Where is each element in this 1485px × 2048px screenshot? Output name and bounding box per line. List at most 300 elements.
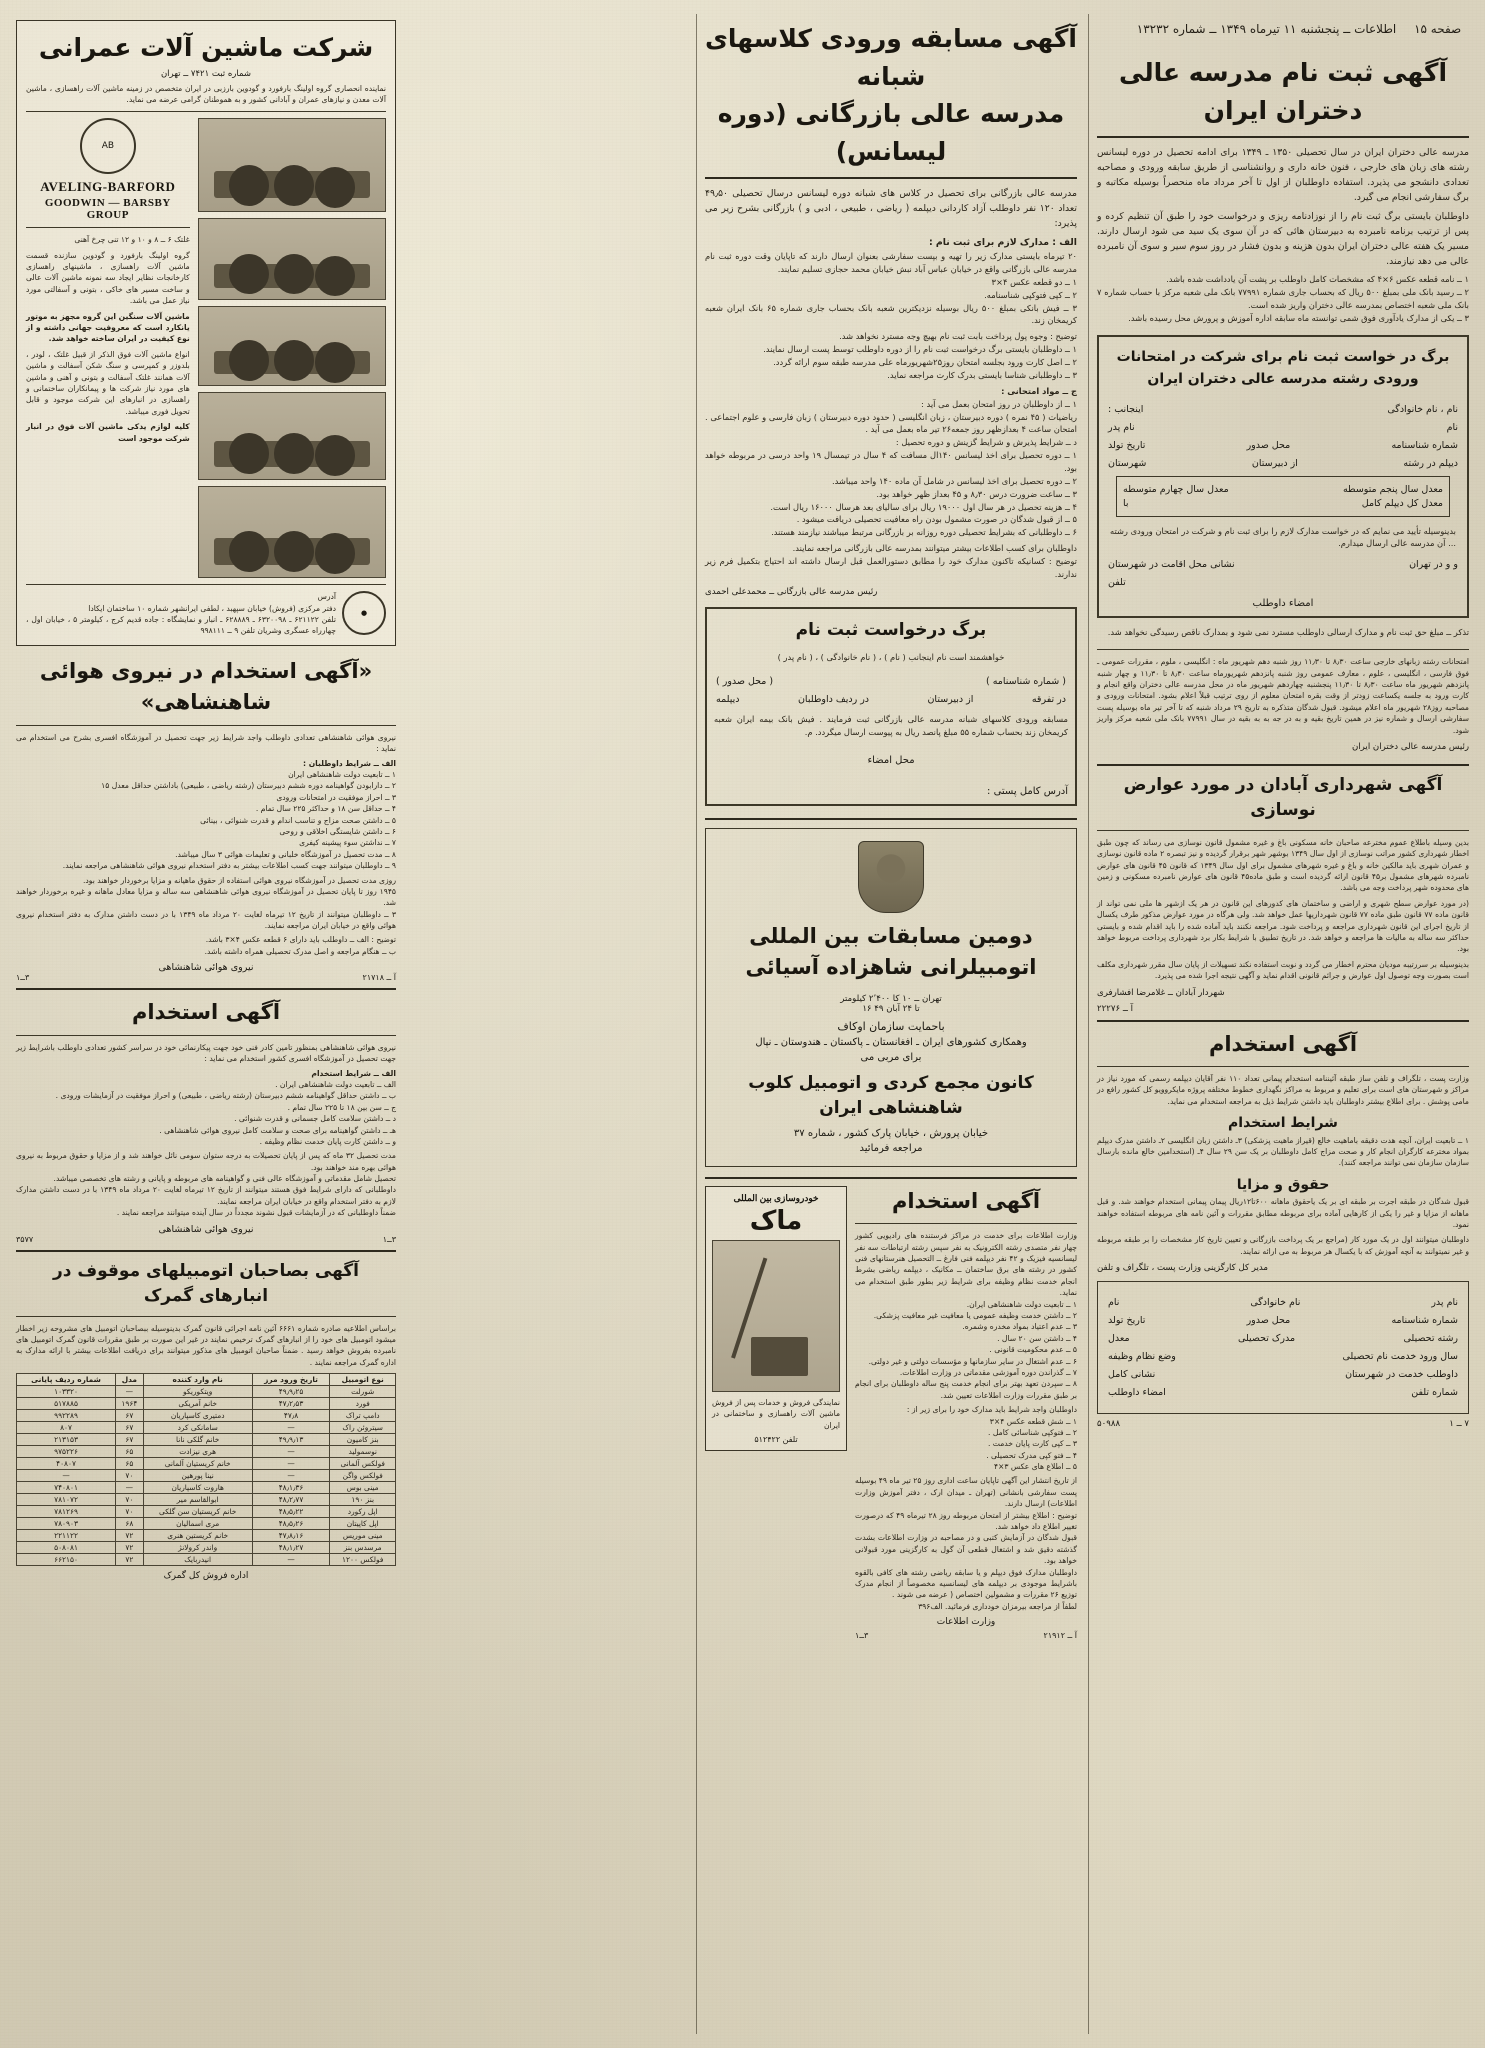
postal-address-label: آدرس کامل پستی : (987, 785, 1068, 797)
ad-code-3: ۳ــ۱ (382, 1234, 396, 1244)
page-header (1129, 22, 1469, 36)
ad-code-right: ۵۰۹۸۸ (1097, 1419, 1121, 1430)
rally-countries: وهمکاری کشورهای ایران ـ افغانستان ـ پاکستان ـ هندوستان ـ نپال (755, 1036, 1027, 1048)
ministry-item-5: ۶ ــ عدم اشتغال در سایر سازمانها و مؤسسات دولتی و غیر دولتی. (868, 1356, 1077, 1366)
ad-body-4: توضیح : اطلاع بیشتر از امتحان مربوطه روز ۲۸ تیرماه ۴۹ که درصورت تغییر اطلاع داد خواهد شد. (855, 1510, 1078, 1532)
af1-item-6: ۷ ــ نداشتن سوء پیشینه کیفری (299, 838, 396, 848)
table-cell: مرسدس بنز (330, 1542, 396, 1554)
table-cell: ۴۸٫۵٫۲۲ (252, 1506, 330, 1518)
field-issueplace-label: محل صدور (1246, 439, 1291, 451)
table-cell: فولکس ۱۲۰۰ (330, 1554, 396, 1566)
section-end-2: توضیح : کسانیکه تاکنون مدارک خود را مطابق دستورالعمل قبل ارسال داشته اند احتیاج بتکمیل فرم زیر ندارند. (705, 555, 1077, 579)
field-issueplace-label: محل صدور (1246, 1315, 1291, 1327)
col-model: مدل (116, 1374, 144, 1386)
table-cell: ۴۹٫۹٫۱۳ (252, 1434, 330, 1446)
col-importer: نام وارد کننده (143, 1374, 252, 1386)
brand-goodwin: GOODWIN — BARSBY GROUP (44, 197, 171, 222)
table-cell: — (116, 1386, 144, 1398)
section-c-item-2: د ــ شرایط پذیرش و شرایط گزینش و دوره تحصیل : (895, 437, 1077, 448)
table-cell: ۷۲ (116, 1542, 144, 1554)
table-cell: ۲۲۱۱۲۲ (17, 1530, 116, 1542)
table-cell: ۶۶۲۱۵۰ (17, 1554, 116, 1566)
col-entry-date: تاریخ ورود مرز (252, 1374, 330, 1386)
af1-item-0: ۱ ــ تابعیت دولت شاهنشاهی ایران (288, 770, 396, 780)
section-title: الف ــ شرایط استخدام (311, 1068, 396, 1078)
registration-form[interactable] (1097, 335, 1469, 619)
field-servicecity-label: داوطلب خدمت در شهرستان (1345, 1369, 1458, 1381)
rally-emblem-icon (858, 841, 924, 913)
signature-label: محل امضاء (867, 754, 915, 766)
table-cell: ۴۸٫۵٫۲۶ (252, 1518, 330, 1530)
form-row-name[interactable] (1108, 1297, 1458, 1308)
ad-title: آگهی استخدام (1208, 1031, 1358, 1056)
rally-cta[interactable]: مراجعه فرمائید (859, 1142, 923, 1154)
field-highschool-label: از دبیرستان (927, 694, 974, 706)
section-a-item-2: ۲ ــ کپی فتوکپی شناسنامه. (984, 289, 1077, 300)
signatory: وزارت اطلاعات (936, 1617, 996, 1628)
section-end: داوطلبان برای کسب اطلاعات بیشتر میتوانند بمدرسه عالی بازرگانی مراجعه نمایند. (792, 543, 1077, 554)
af2-item-3: د ــ داشتن سلامت کامل جسمانی و قدرت شنوائی . (234, 1114, 396, 1124)
customs-table (16, 1373, 396, 1566)
af1-item-3: ۴ ــ حداقل سن ۱۸ و حداکثر ۲۲۵ سال تمام . (255, 804, 396, 814)
ministry-doc-2: ۳ ــ کپی کارت پایان خدمت . (987, 1439, 1077, 1449)
table-row (17, 1386, 396, 1398)
ad-body: وزارت اطلاعات برای خدمت در مراکز فرستنده های رادیویی کشور چهار نفر متصدی رشته الکترونیک به نفر سپس رشته ارتباطات سه نفر لیسانسیه فیزیک و ۴۲ نفر دیپلمه فنی فارغ ــ التحصیل هنرستانهای فنی کشور در رشته های برق ساختمان ــ مکانیک ، دیپلمه ریاضی بشرط انجام خدمت نظام وظیفه برای شرایط زیر بطور طبق استخدام می نماید. (855, 1231, 1078, 1298)
table-cell: ۴۷٫۸٫۱۶ (252, 1530, 330, 1542)
table-row (17, 1458, 396, 1470)
table-cell: — (116, 1482, 144, 1494)
crane-illustration (712, 1240, 840, 1392)
af1-note-2: ب ــ هنگام مراجعه و اصل مدرک تحصیلی همراه داشته باشد. (204, 946, 396, 956)
ad-abadan-municipality (1097, 773, 1469, 1014)
ad-title-line1: آگهی مسابقه ورودی کلاسهای شبانه (705, 24, 1077, 91)
ad-asian-rally (705, 828, 1077, 1167)
conditions-title: شرایط استخدام (1228, 1115, 1338, 1132)
table-cell: ۴۸٫۱٫۲۷ (252, 1542, 330, 1554)
section-b-item-2: ۳ ــ داوطلبانی شناسا بایستی بدرک کارت مراجعه نماید. (887, 369, 1077, 380)
exam-details: امتحانات رشته زبانهای خارجی ساعت ۸٫۳۰ تا ۱۱٫۳۰ روز شنبه دهم شهریور ماه : انگلیسی ، ملوم ، مقررات عمومی ـ فوق فارسی ، انگلیسی ، علوم ، معارف عمومی روز شنبه پانزدهم شهریورماه ساعت ۸٫۳۰ تا ۱۱٫۳۰ و چهار شنبه پانزدهم شهریور ماه ساعت ۸٫۳۰ تا ۱۱٫۳۰ پنجشنبه چهاردهم شهریور ماه در محل مدرسه عالی دختران واقع انجام و کارت ورود به جلسه یکساعت زودتر از وقت بقره امتحان معلوم از روی ترتیب قبلاً اعلام بشود. امتحانات ورودی و مصاحبه روز۲۸ شهریور ماه اعلام میشود. قبول شدگان متذکره به تاریخ ۲۹ مرداد شنبه که تا آخر تیر ماه بوسیله پست سفارشی ارسال و شماره نیز در همین تاریخ بقیه و به در جه به به بقیه در سال ۷۷۹۹۱ بانک ملی شعبه مرکز واریز شود. (1097, 657, 1470, 735)
field-gpa-label: معدل (1108, 1333, 1130, 1345)
table-cell: فولکس آلمانی (330, 1458, 396, 1470)
section-c-item-7: ۵ ــ از قبول شدگان در صورت مشمول بودن راه معافیت تحصیلی دریافت میشود . (796, 514, 1077, 525)
table-row (17, 1422, 396, 1434)
field-degree-label: مدرک تحصیلی (1237, 1333, 1296, 1345)
machine-caption-4: انواع ماشین آلات فوق الذکر از قبیل غلتک ، لودر ، بلدوزر و کمپرسی و سنگ شکن آسفالت و ماشین آلات همانند غلتک آسفالت و بتونی و آهنی و ماشین های مورد نیاز شرکت ها و پیمانکاران ساختمانی و راهسازی در انبارهای این شرکت موجود و قابل تحویل فوری میباشد. (26, 349, 190, 416)
ad-code-2: ۳ــ۱ (855, 1631, 869, 1641)
field-lastname-label: نام ، نام خانوادگی (1387, 403, 1458, 415)
ad-code-3: آ ــ ۲۱۷۱۸ (362, 973, 396, 983)
table-cell: ۲۱۳۱۵۳ (17, 1434, 116, 1446)
af2-body-2: مدت تحصیل ۳۲ ماه که پس از پایان تحصیلات به درجه ستوان سومی نائل خواهند شد و از مزایا و حقوق مربوط به نیروی هوائی بهره مند خواهند بود. (16, 1151, 396, 1172)
ad-body-2: داوطلبان واجد شرایط باید مدارک خود را برای زیر از : (906, 1405, 1077, 1415)
machine-caption-1: غلتک ۶ ــ ۸ و ۱۰ و ۱۲ تنی چرخ آهنی (74, 235, 190, 245)
table-cell: خانم کریستیان سن گلکی (143, 1506, 252, 1518)
ad-code: آ ــ ۲۲۲۷۶ (1097, 1003, 1133, 1014)
ad-body: نیروی هوائی شاهنشاهی بمنظور تامین کادر فنی خود جهت پیکارنمائی خود در سراسر کشور تعدادی داوطلب باشرایط زیر جهت تحصیل در آموزشگاه افسری کشور استخدام می نماید : (16, 1042, 396, 1064)
section-a-item-3: ۳ ــ فیش بانکی بمبلغ ۵۰۰ ریال بوسیله نزدیکترین شعبه بانک بحساب جاری شماره ۶۵ بانک ایران شعبه کریمخان زند. (705, 302, 1077, 326)
table-cell: ۴۷٫۲٫۵۳ (252, 1398, 330, 1410)
grade-y4-label: معدل سال چهارم متوسطه (1123, 483, 1229, 495)
af1-footer-2: ۱۹۴۵ روز تا پایان تحصیل در آموزشگاه نیروی هوائی شاهنشاهی سه ساله و مزایا معادل ماهانه و غیره برخوردار خواهند شد. (16, 886, 396, 908)
form-row-id[interactable] (716, 676, 1066, 687)
signature-label: امضاء داوطلب (1252, 598, 1314, 610)
table-cell: ۶۸ (116, 1518, 144, 1530)
table-cell: ۴۸٫۲٫۷۷ (252, 1494, 330, 1506)
af1-item-4: ۵ ــ داشتن صحت مزاج و تناسب اندام و قدرت شنوائی ، بینائی (200, 815, 396, 825)
af2-item-4: هـ ــ داشتن گواهینامه برای صحت و سلامت کامل نیروی هوائی شاهنشاهی . (159, 1125, 396, 1135)
section-b-note: توضیح : وجوه پول پرداخت بابت ثبت نام بهیچ وجه مسترد نخواهد شد. (839, 331, 1077, 342)
column-divider-2 (696, 14, 697, 2034)
ad-title: آگهی استخدام (131, 1000, 281, 1025)
field-name-label: نام (1108, 1297, 1120, 1309)
af2-item-1: ب ــ داشتن حداقل گواهینامه ششم دبیرستان (رشته ریاضی ، طبیعی) و احراز موفقیت در آزمایشات ورودی . (55, 1091, 396, 1101)
form-title: برگ در خواست ثبت نام برای شرکت در امتحانات ورودی رشته مدرسه عالی دختران ایران (1116, 348, 1450, 388)
table-cell: ۶۷ (116, 1434, 144, 1446)
table-row (17, 1446, 396, 1458)
section-c-item-4: ۲ ــ دوره تحصیل برای اخذ لیسانس در شامل آن ماده ۱۴۰ واحد میباشد. (831, 475, 1077, 486)
ad-title: آگهی ثبت نام مدرسه عالی دختران ایران (1118, 58, 1448, 125)
table-cell: ۶۷ (116, 1422, 144, 1434)
table-cell: ۷۲ (116, 1530, 144, 1542)
company-desc: نماینده انحصاری گروه اولینگ بارفورد و گودوین بارزبی در ایران متخصص در زمینه ماشین آلات راهسازی ، ماشین آلات معدن و نیازهای عمران و آبادانی کشور و به هموطنان گرامی عرضه می نماید. (26, 83, 386, 104)
field-father-label: نام پدر (1431, 1297, 1458, 1309)
form-row-id[interactable] (1108, 1315, 1458, 1326)
section-c-item-3: ۱ ــ دوره تحصیل برای اخذ لیسانس ۱۴۰ال مسافت که ۴ سال در تیمسال ۱۹ واحد درسی در مربوطه خواهد بود. (705, 450, 1078, 473)
table-cell: ویتکوریکو (143, 1386, 252, 1398)
field-address-label: نشانی کامل (1108, 1369, 1156, 1381)
ad-title-line2: مدرسه عالی بازرگانی (دوره لیسانس) (717, 99, 1065, 166)
form-title: برگ درخواست ثبت نام (795, 619, 987, 640)
ad-body-2: داوطلبان میتوانند اول در یک مورد کار (مراجع بر یک پرداخت بازرگانی و تعیین تاریخ کار مشخصات را بر طبقه مربوطه و غیر نمیتوانند به آنچه آموزش که با یکسال هر مربوط به می ارائه نمایند. (1097, 1235, 1469, 1256)
rally-address: خیابان پرورش ، خیابان پارک کشور ، شماره ۳۷ (793, 1127, 989, 1139)
field-highschool-label: از دبیرستان (1251, 457, 1298, 469)
section-c-item-6: ۴ ــ هزینه تحصیل در هر سال اول ۱۹۰۰۰ ریال برای سالیای بعد هرسال ۱۶۰۰۰ ریال است. (770, 501, 1077, 512)
table-cell: ۸۰۷ (17, 1422, 116, 1434)
field-branch-label: در تفرقه (1031, 694, 1066, 706)
table-cell: — (252, 1554, 330, 1566)
form-row-education[interactable] (1108, 1333, 1458, 1344)
af1-footer: روزی مدت تحصیل در آموزشگاه نیروی هوائی استفاده از حقوق ماهیانه و مزایا برخوردار خواهند بود. (83, 875, 396, 885)
field-applicant-label: اینجانب : (1108, 403, 1144, 415)
benefits-title: حقوق و مزایا (1236, 1176, 1330, 1193)
form-row-id[interactable] (1108, 440, 1458, 451)
ad-commerce-college (705, 20, 1077, 806)
table-cell: ۴۰۸۰۷ (17, 1458, 116, 1470)
address-text: دفتر مرکزی (فروش) خیابان سپهبد ، لطفی ایرانشهر شماره ۱۰ ساختمان ایکادا (88, 603, 336, 613)
table-cell: ۴۹٫۹٫۲۵ (252, 1386, 330, 1398)
form-row-diploma[interactable] (716, 694, 1066, 705)
field-diploma-label: دیپلم در رشته (1403, 457, 1458, 469)
table-cell: دمتیری کاسپاریان (143, 1410, 252, 1422)
machine-illustration-2 (198, 218, 386, 300)
ad-item-2: ۲ ــ رسید بانک ملی بمبلغ ۵۰۰ ریال که بحساب جاری شماره ۷۷۹۹۱ بانک ملی شعبه مرکز با حساب شماره ۷ بانک ملی شعبه اختصاص بمدرسه عالی دختران واریز شده است. (1097, 287, 1469, 311)
table-cell: سیتروئن راک (330, 1422, 396, 1434)
ad-body-2: داوطلبان بایستی برگ ثبت نام را از نوزادنامه ریزی و درخواست خود را طبق آن تنظیم کرده و پس از ترتیب برنامه نامبرده به دبیرستان هائی که در آن سوی یک سید می شود ارسال دارند. مسیر یک هفته عالی دختران ایران بدون هزینه و بدون فشار در روز سوم سیر و سوی آن نامبرده عالی می دهد نیازمند. (1097, 211, 1469, 268)
ministry-item-1: ۲ ــ داشتن خدمت وظیفه عمومی یا معافیت غیر معافیت پزشکی. (873, 1310, 1077, 1320)
table-row (17, 1482, 396, 1494)
ad-mac-machinery (705, 1186, 847, 1640)
ad-item-3: ۳ ــ یکی از مدارک یادآوری فوق شمی توانسته ماه سابقه اداره آموزش و پرورش محل رسیده باشد. (1128, 312, 1469, 323)
section-c-title: ج ــ مواد امتحانی : (1001, 385, 1077, 396)
table-row (17, 1518, 396, 1530)
field-phone-label: شماره تلفن (1411, 1387, 1458, 1399)
table-cell: مینی موریس (330, 1530, 396, 1542)
rally-sponsor: باحمایت سازمان اوکاف (837, 1019, 945, 1033)
table-cell: ۵۱۷۸۸۵ (17, 1398, 116, 1410)
ministry-doc-0: ۱ ــ شش قطعه عکس ۴×۳ (989, 1416, 1077, 1426)
af1-item-2: ۳ ــ احراز موفقیت در امتحانات ورودی (276, 792, 396, 802)
table-cell: مری اسمالیان (143, 1518, 252, 1530)
section-a-item-1: ۱ ــ دو قطعه عکس ۴×۳ (991, 276, 1077, 287)
field-studyyear-label: سال ورود خدمت نام تحصیلی (1342, 1351, 1458, 1363)
rally-organizer: کانون مجمع کردی و اتومبیل کلوب شاهنشاهی ایران (748, 1072, 1034, 1119)
ad-body-2: (در مورد عوارض سطح شهری و اراضی و ساختمان های کدورهای این قانون در هر یک ازشهر ها ملی نمی تواند از قانون ماده ۷۷ قانون طبق ماده ۷۷ قانون شهرداریها عمل خواهد شد. ولی هرگاه در مورد عوارض مذکور طرف یکسال از تاریخ اجرای این قانون شهرداری مراجعه و پرداخت شود. مراجعه نکنند باید آماده شده را باید اقدام شده و بایستی حداکثر سه ساله به مالیات ها مراجعه و خواهد شد. در تاریخ تطبیق با شرایط بکار برد شهرداری پرداخت مربوط خواهد بود. (1097, 898, 1469, 954)
table-cell: اپل کاپیتان (330, 1518, 396, 1530)
af1-note: توضیح : الف ــ داوطلب باید دارای ۶ قطعه عکس ۴×۳ باشد. (205, 935, 396, 945)
af2-body-4: داوطلبانی که دارای شرایط فوق هستند میتوانند از تاریخ ۱۲ تیرماه لغایت ۲۰ مرداد ماه ۱۳۴۹ با در دست داشتن مدارک لازم به دفتر استخدام واقع در خیابان ایران مراجعه نمایند. (16, 1185, 397, 1206)
table-cell: ۷۲ (116, 1554, 144, 1566)
ad-girls-college (1097, 54, 1469, 752)
form-row-address[interactable] (1108, 559, 1458, 570)
field-birthdate-label: تاریخ تولد (1108, 1315, 1146, 1327)
table-row (17, 1554, 396, 1566)
table-cell: خانم آمریکی (143, 1398, 252, 1410)
table-cell: سامانکی کرد (143, 1422, 252, 1434)
table-cell: — (252, 1422, 330, 1434)
table-cell: ۴۷٫۸ (252, 1410, 330, 1422)
table-cell: شورلت (330, 1386, 396, 1398)
table-cell: خانم کریستین هنری (143, 1530, 252, 1542)
table-cell: فولکس واگن (330, 1470, 396, 1482)
form-row-address[interactable] (1108, 1369, 1458, 1380)
rally-dates: ۱۶ تا ۲۴ آبان ۴۹ (862, 1003, 920, 1014)
field-father-label: نام پدر (1108, 421, 1135, 433)
address-title: آدرس (317, 592, 336, 602)
grade-with-label: با (1123, 497, 1129, 509)
table-cell: ۷۰ (116, 1494, 144, 1506)
ad-body: مدرسه عالی دختران ایران در سال تحصیلی ۱۳۵۰ ـ ۱۳۴۹ برای ادامه تحصیل در دوره لیسانس رشته های زبان های خارجی ، فنون خانه داری و روانشناسی از طریق سابقه ورودی و مصاحبه تعدادی دانشجو می پذیرد. استفاده داوطلبان از اول تا آخر مرداد ماه منحصراً بوسیله مکاتبه و برگ سفارشی انجام می گیرد. (1097, 147, 1469, 204)
table-cell: ۱۰۳۳۲۰ (17, 1386, 116, 1398)
form-note: بدینوسیله تأیید می نمایم که در خواست مدارک لازم را برای ثبت نام و شرکت در امتحان ورودی رشته ... آن مدرسه عالی ارسال میدارم. (1110, 525, 1456, 549)
ad-ptt-employment (1097, 1029, 1469, 1430)
table-cell: ۹۹۲۲۸۹ (17, 1410, 116, 1422)
field-idnumber-label: شماره شناسنامه (1391, 1315, 1458, 1327)
af1-item-5: ۶ ــ داشتن شایستگی اخلاقی و روحی (279, 826, 396, 836)
table-row (17, 1530, 396, 1542)
commerce-registration-form[interactable] (705, 607, 1077, 806)
grade-total-label: معدل کل دیپلم کامل (1361, 497, 1443, 509)
table-cell: ۶۷ (116, 1410, 144, 1422)
mac-desc: نمایندگی فروش و خدمات پس از فروش ماشین آلات راهسازی و ساختمانی در ایران (712, 1397, 841, 1430)
table-cell: — (252, 1458, 330, 1470)
ad-title: «آگهی استخدام در نیروی هوائی شاهنشاهی» (39, 658, 373, 715)
af1-item-8: ۹ ــ داوطلبان میتوانند جهت کسب اطلاعات بیشتر به دفتر استخدام نیروی هوائی شاهنشاهی مراجعه نمایند. (62, 861, 396, 871)
ad-code: آ ــ ۲۱۹۱۲ (1043, 1631, 1077, 1641)
table-header-row (17, 1374, 396, 1386)
field-major-label: رشته تحصیلی (1403, 1333, 1458, 1345)
brand-aveling: AVELING-BARFORD (40, 179, 176, 195)
table-cell: ۷۸۱۲۶۹ (17, 1506, 116, 1518)
field-diploma-label: دیپلمه (716, 694, 740, 706)
table-cell: نینا پورهین (143, 1470, 252, 1482)
rally-note: برای مربی می (860, 1051, 922, 1063)
table-cell: ۷۰ (116, 1470, 144, 1482)
table-cell: — (252, 1446, 330, 1458)
field-issueplace-label: ( محل صدور ) (716, 676, 774, 688)
table-cell: هری نیزادت (143, 1446, 252, 1458)
table-row (17, 1398, 396, 1410)
field-birthdate-label: تاریخ تولد (1108, 439, 1146, 451)
ad-title: دومین مسابقات بین المللی اتومبیلرانی شاهزاده آسیائی (745, 923, 1037, 980)
col-vehicle-type: نوع اتومبیل (330, 1374, 396, 1386)
section-c-item-1: ریاضیات ( ۴۵ نمره ) دوره دبیرستان ، زبان انگلیسی ( حدود دوره دبیرستان ) زبان فارسی و علوم اجتماعی . امتحان ساعت ۴ بعدازظهر روز جمعه۲۶ تیر ماه بعمل می آید . (705, 411, 1077, 435)
af2-body-3: تحصیل شامل مقدماتی و آموزشگاه عالی فنی و گواهینامه های مربوطه و پایانی و رشته های تخصصی میباشد. (53, 1174, 396, 1184)
customs-intro: براساس اطلاعیه صادره شماره ۶۶۶۱ آئین نامه اجرائی قانون گمرک بدینوسیله ببصاحبان اتومبیل های مشروحه زیر اخطار میشود اتومبیل های خود را از انبارهای گمرک ترخیص نمایند در غیر این صورت بر طبق مقررات قانون گمرک اتومبیل های نامبرده بفروش خواهد رسید . ضمناً صاحبان اتومبیل های مذکور میتوانند برای دریافت اطلاعات بیشتر با ارائه مدارک به اداره گمرک مراجعه نمایند . (16, 1323, 396, 1367)
company-seal-icon: ● (342, 591, 386, 635)
ad-item-1: ۱ ــ نامه قطعه عکس ۶×۴ که مشخصات کامل داوطلب بر پشت آن یادداشت شده باشد. (1166, 274, 1469, 285)
ministry-item-0: ۱ ــ تابعیت دولت شاهنشاهی ایران. (966, 1299, 1077, 1309)
section-c-item-5: ۳ ــ ساعت ضرورت درس ۸٫۳۰ و ۴۵ بعداز ظهر خواهد بود. (876, 488, 1077, 499)
table-cell: ۵۰۸۰۸۱ (17, 1542, 116, 1554)
table-cell: ۶۵ (116, 1458, 144, 1470)
table-cell: ۷۰ (116, 1506, 144, 1518)
section-a-title: الف : مدارک لازم برای ثبت نام : (928, 237, 1077, 249)
ptt-application-form[interactable] (1097, 1281, 1469, 1414)
section-b-item-1: ۲ ــ اصل کارت ورود بجلسه امتحان روز۲۵شهریورماه علی مدرسه طبقه سوم ارائه گردد. (773, 357, 1077, 368)
af2-item-0: الف ــ تابعیت دولت شاهنشاهی ایران . (275, 1079, 396, 1089)
machine-illustration-3 (198, 306, 386, 386)
machine-illustration-5 (198, 486, 386, 578)
benefits-text: قبول شدگان در طبقه اجرت بر طبقه ای بر یک یاحقوق ماهانه ۶۰۰تا۱۲ریال پیمان پیمانی استخدام خواهند شد. و قبل ماهانه از مزایا و غیر را یکی از کارهایی آماده برای مربوطه مطابق مقررات و آئین نامه های مربوطه استفاده خواهند نمود. (1097, 1197, 1469, 1229)
section-c-item-8: ۶ ــ داوطلبانی که بشرایط تحصیلی دوره روزانه بر بازرگانی مرتبط میباشند نیازمند هستند. (771, 527, 1077, 538)
field-city-label: شهرستان (1108, 457, 1147, 469)
table-cell: — (252, 1470, 330, 1482)
ad-airforce-technical (16, 997, 396, 1243)
table-cell: — (17, 1470, 116, 1482)
table-row (17, 1506, 396, 1518)
phone-label: تلفن (1108, 577, 1126, 589)
table-cell: بنز کامیون (330, 1434, 396, 1446)
field-name-label: نام (1446, 421, 1458, 433)
ministry-doc-3: ۴ ــ فتو کپی مدرک تحصیلی . (986, 1450, 1077, 1460)
form-row-diploma[interactable] (1108, 458, 1458, 469)
ad-body: مدرسه عالی بازرگانی برای تحصیل در کلاس های شبانه دوره لیسانس درسال تحصیلی ۴۹٫۵۰ تعداد ۱۲۰ نفر داوطلب آزاد کاردانی دیپلمه ( ریاضی ، طبیعی ، ادبی و ) بازرگانی بشرح زیر می پذیرد: (705, 188, 1078, 230)
table-cell: انیدربایک (143, 1554, 252, 1566)
af2-item-2: ج ــ سن بین ۱۸ تا ۲۲۵ سال تمام . (287, 1102, 396, 1112)
table-cell: فورد (330, 1398, 396, 1410)
machine-illustration-1 (198, 118, 386, 212)
table-cell: ۱۹۶۴ (116, 1398, 144, 1410)
machine-caption-5: کلیه لوازم یدکی ماشین آلات فوق در انبار شرکت موجود است (26, 422, 190, 443)
mac-phone: تلفن ۵۱۲۴۲۲ (754, 1434, 798, 1444)
form-row-phone[interactable] (1108, 577, 1458, 588)
ministry-doc-4: ۵ ــ اطلاع های عکس ۳×۴ (993, 1462, 1077, 1472)
ad-code: ۳۵۷۷ (16, 1234, 34, 1244)
table-cell: ۴۸٫۱٫۳۶ (252, 1482, 330, 1494)
signatory: شهردار آبادان ــ غلامرضا افشارفری (1097, 987, 1225, 998)
af2-body-5: ضمناً داوطلبانی که در آزمایشات قبول نشوند مجدداً در سال آینده میتوانند مراجعه نمایند . (116, 1208, 396, 1218)
table-row (17, 1410, 396, 1422)
af1-item-1: ۲ ــ دارابودن گواهینامه دوره ششم دبیرستان (رشته ریاضی ، طبیعی) باداشتن حداقل معدل ۱۵ (101, 781, 396, 791)
address-line: و و در تهران (1409, 559, 1458, 571)
rally-distance: تهران ــ ۱۰ کا ۲٬۴۰۰ کیلومتر (840, 993, 942, 1004)
form-body: مسابقه ورودی کلاسهای شبانه مدرسه عالی بازرگانی ثبت فرمایند . فیش بانک بیمه ایران شعبه کریمخان زند بحساب شماره ۵۵ مبلغ پانصد ریال به پیوست ارسال میگردد. م. (714, 714, 1068, 737)
table-cell: ۶۵ (116, 1446, 144, 1458)
signatory: رئیس مدرسه عالی دختران ایران (1351, 741, 1469, 752)
ad-title: آگهی شهرداری آبادان در مورد عوارض نوسازی (1123, 774, 1443, 821)
table-cell: ۷۸۰۹۰۳ (17, 1518, 116, 1530)
grades-box[interactable] (1116, 476, 1450, 517)
ad-ministry-employment (855, 1186, 1077, 1640)
ministry-item-3: ۴ ــ داشتن سن ۲۰ سال . (997, 1333, 1077, 1343)
ad-customs-vehicles (16, 1259, 396, 1582)
form-row-signature[interactable] (1108, 1387, 1458, 1398)
field-lastname-label: نام خانوادگی (1250, 1297, 1301, 1309)
table-cell: بنز ۱۹۰ (330, 1494, 396, 1506)
form-row-military[interactable] (1108, 1351, 1458, 1362)
table-cell: دامپ تراک (330, 1410, 396, 1422)
ad-code-2: ۳ــ۱ (16, 973, 30, 983)
ad-body-6: داوطلبان مدارک فوق دیپلم و یا سابقه ریاضی رشته های کافی بالقوه باشرایط موجودی بر دیپلمه های لیسانسیه مخصوصاً از انجام مدرک توزیع ۲۶ مقررات و مشمولین اختصاص ( عرضه می شوند . (855, 1567, 1077, 1600)
ad-body: وزارت پست ، تلگراف و تلفن ساز طبقه آئیننامه استخدام پیمانی تعداد ۱۱۰ نفر آقایان دیپلمه رسمی که مورد نیاز در مراکز و شهرستان های است برای تعلیم و مربوط به مراکز نگهداری خطوط مختلفه پروژه مایکروویو کل کشور رافع در مامی پوشش . برای اطلاع بیشتر داوطلبان باید داشتن شرایط ذیل به مراجعه استخدام می نماید. (1097, 1074, 1470, 1106)
grade-y5-label: معدل سال پنجم متوسطه (1342, 483, 1443, 495)
ad-airforce-officer-school (16, 656, 396, 982)
mac-subtitle: خودروسازی بین المللی (733, 1192, 819, 1203)
section-c-item-0: ۱ ــ از داوطلبان در روز امتحان بعمل می آید : (921, 398, 1077, 409)
table-row (17, 1494, 396, 1506)
ad-title: آگهی بصاحبان اتومبیلهای موقوف در انبارهای گمرک (52, 1260, 360, 1307)
section-b-item-0: ۱ ــ داوطلبان بایستی برگ درخواست ثبت نام را از دوره داوطلب توسط پست ارسال نمایند. (763, 344, 1077, 355)
form-row-father[interactable] (1108, 422, 1458, 433)
table-cell: ۹۷۵۲۲۶ (17, 1446, 116, 1458)
field-signature-label: امضاء داوطلب (1108, 1387, 1166, 1399)
ministry-item-4: ۵ ــ عدم محکومیت قانونی . (989, 1345, 1077, 1355)
form-intro: خواهشمند است نام اینجانب ( نام ) ، ( نام خانوادگی ) ، ( نام پدر ) (777, 652, 1005, 663)
customs-footer: اداره فروش کل گمرک (163, 1571, 249, 1582)
conditions-text: ۱ ــ تابعیت ایران، آنچه هدت دقیقه باماهیت خالع (قیراز ماهیت پزشکی) ۳ـ داشتن زبان انگلیسی ۲ـ داشتن مدرک دیپلم بمواد مخترعه کارگران انجام کار و صحت مزاج کامل داوطلبان بر یک سن ۲۹ سال ۴ـ (استخدامین خالع مانده بارسال سازمان سازمان نمی توانند مراجعه کنند). (1097, 1135, 1470, 1168)
signatory: نیروی هوائی شاهنشاهی (158, 1223, 254, 1235)
form-row-name[interactable] (1108, 404, 1458, 415)
ad-body: نیروی هوائی شاهنشاهی تعدادی داوطلب واجد شرایط زیر جهت تحصیل در آموزشگاه افسری بشرح می استخدام می نماید : (16, 732, 396, 754)
table-cell: هاروت کاسپاریان (143, 1482, 252, 1494)
ministry-item-6: ۷ ــ گذراندن دوره آموزشی مقدماتی در وزارت اطلاعات. (899, 1367, 1077, 1377)
table-row (17, 1470, 396, 1482)
table-cell: واندر کرولانژ (143, 1542, 252, 1554)
aveling-logo-icon: AB (80, 118, 136, 174)
table-cell: خانم گلکی نانا (143, 1434, 252, 1446)
company-name: شرکت ماشین آلات عمرانی (38, 33, 374, 62)
af1-footer-3: ۳ ــ داوطلبان میتوانند از تاریخ ۱۲ تیرماه لغایت ۲۰ مرداد ماه ۱۳۴۹ با در دست داشتن مدارک به دفتر استخدام نیروی هوائی واقع در خیابان ایران مراجعه نمایند. (16, 909, 396, 931)
field-applicantrow-label: در ردیف داوطلبان (797, 694, 870, 706)
table-cell: ابوالقاسم میر (143, 1494, 252, 1506)
ad-body-7: لطفاً از مراجعه بیرمزان خودداری فرمائید. الف۳۹۶ (918, 1601, 1077, 1611)
col-row-number: شماره ردیف پایانی (17, 1374, 116, 1386)
machine-caption-3: ماشین آلات سنگین این گروه مجهز به موتور یانکارد است که معروفیت جهانی داشته و از نوع کیفیت در ایران ساخته خواهد شد. (26, 311, 190, 344)
ad-code-left: ۷ ــ ۱ (1449, 1419, 1469, 1430)
ad-omrani-machinery (16, 20, 396, 646)
ministry-item-7: ۸ ــ سپردن تعهد بهتر برای انجام خدمت پنج ساله داوطلبان برای انجام بر طبق مقررات وزارت اطلاعات تعیین شد. (855, 1379, 1077, 1400)
ad-body-3: بدینوسیله بر سررتیبه مودیان محترم اخطار می گردد و نوبت استفاده نکند تسهیلات از پایان سال مقرر شهرداری مکلف است بصورت وجه توصول اول عوارض و جرائم قانونی اقدام نماید و آگهی نتیجه اجرا شده می پذیرد. (1097, 959, 1469, 981)
table-cell: نوسمولید (330, 1446, 396, 1458)
field-military-label: وضع نظام وظیفه (1108, 1351, 1176, 1363)
table-row (17, 1542, 396, 1554)
ministry-doc-1: ۲ ــ فتوکپی شناسائی کامل . (988, 1427, 1077, 1437)
af1-item-7: ۸ ــ مدت تحصیل در آموزشگاه خلبانی و تعلیمات هوائی ۳ سال میباشد. (175, 849, 396, 859)
ad-title: آگهی استخدام (891, 1188, 1041, 1213)
column-divider-1 (1088, 14, 1089, 2034)
ad-body: بدین وسیله باطلاع عموم مخترعه صاحبان خانه مسکونی باغ و غیره مشمول قانون نوسازی می رساند که چون طبق اخطار شهرداری کشور مراتب نوسازی از اول سال ۱۳۴۹ بوشهر شهر برقرار گردیده و نیز تبصره ۲ ماده قانون نوسازی و عمران شهری باید مالکین خانه و باغ و غیره شهرهای مشمول برای اول سال ۱۳۴۹ که قانون ۴۵ قانون های عوارض نامبرده شهرهای مشمول بر۴۵ قانون ارائه گردیده است و طبق ماده۴۵ قانون های عوارض نامبرده مسکونی و زمین های محدوده شهر پرداخت وجه می باشد. (1097, 837, 1470, 893)
company-registration: شماره ثبت ۷۴۲۱ ــ تهران (160, 68, 252, 79)
